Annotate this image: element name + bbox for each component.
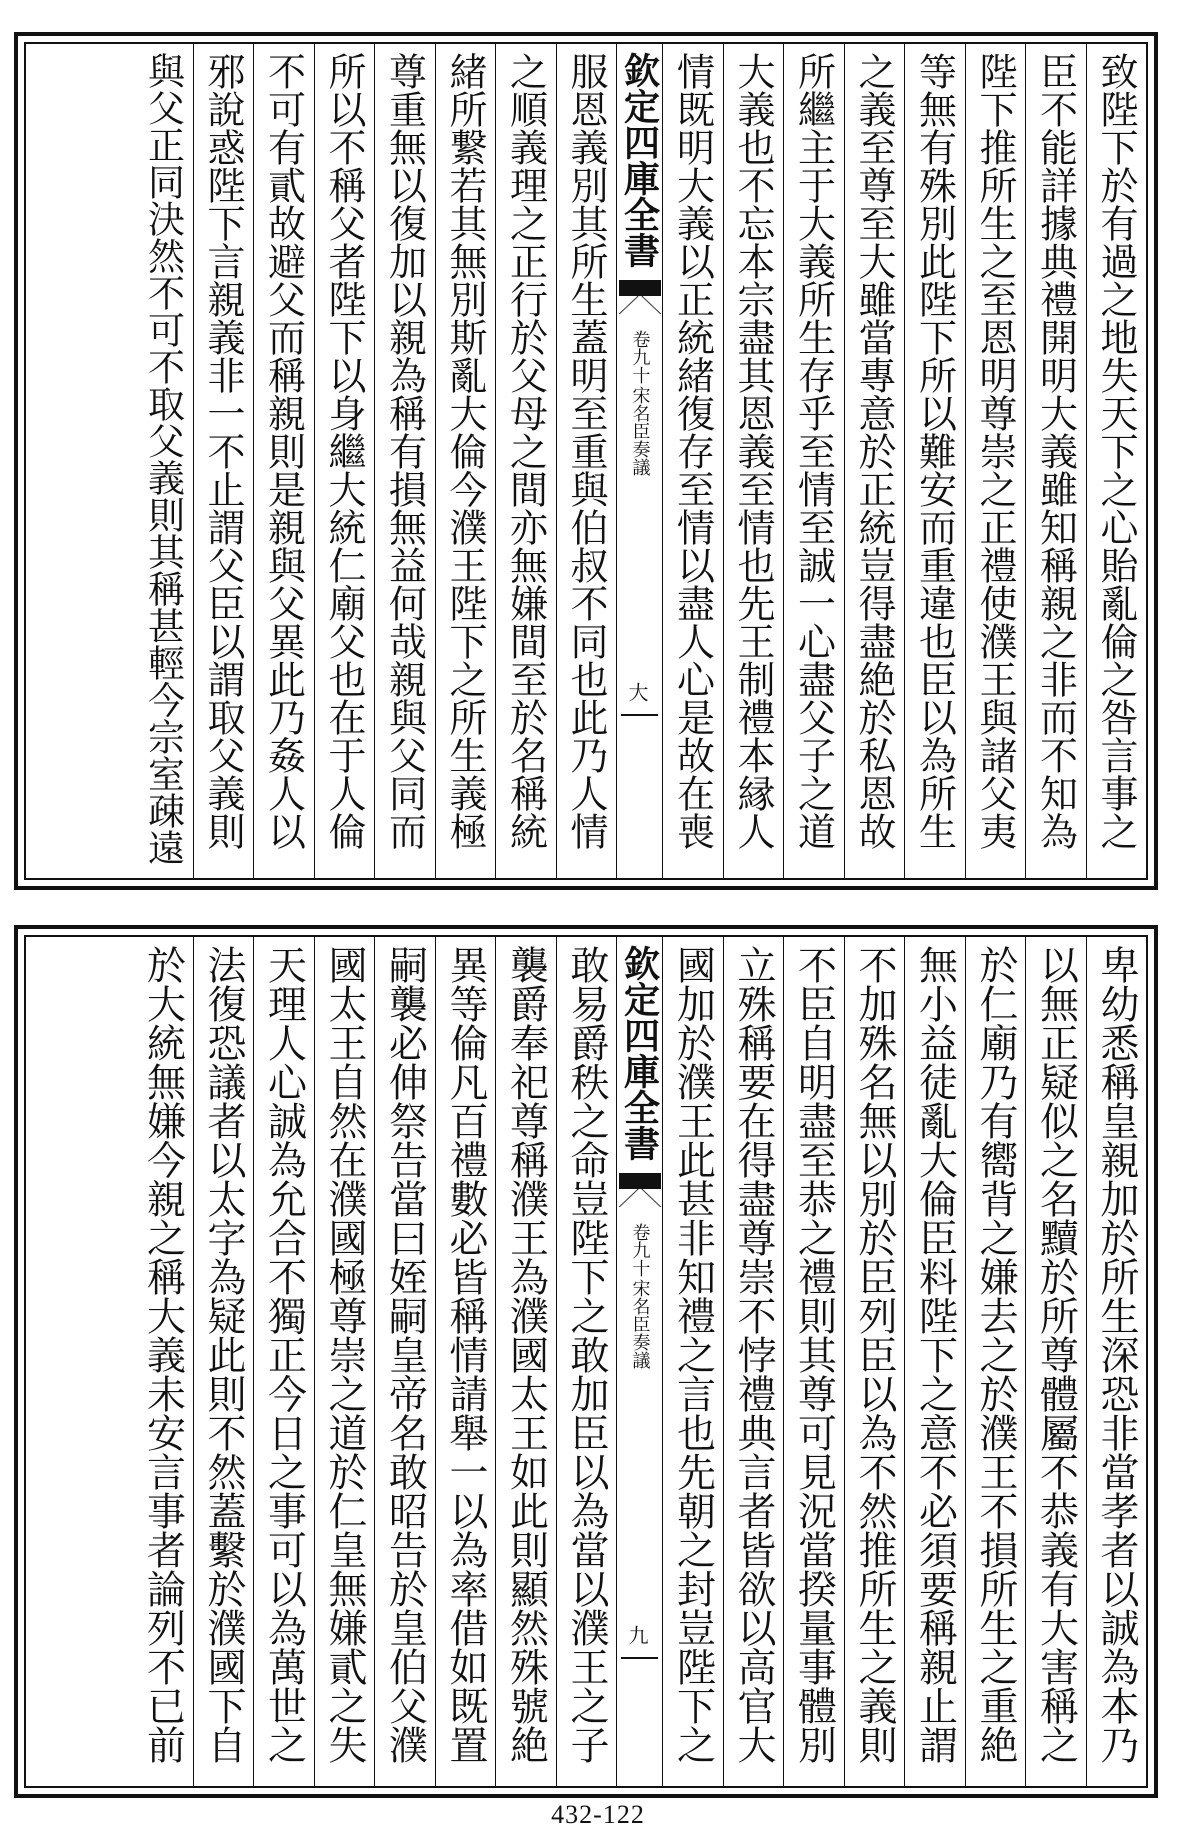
collection-name: 宋名臣奏議 [629,386,651,476]
text-column: 大義也不忘本宗盡其恩義至情也先王制禮本縁人 [723,44,784,878]
text-column: 卑幼悉稱皇親加於所生深恐非當孝者以誠為本乃 [1086,937,1147,1786]
center-fold [616,937,662,1786]
collection-name: 宋名臣奏議 [629,1279,651,1369]
text-column: 不臣自明盡至恭之禮則其尊可見況當揆量事體別 [783,937,844,1786]
top-page [14,32,1158,890]
bottom-page-frame [24,935,1148,1788]
fishtail-mark-icon [619,276,661,320]
section-title [630,1223,650,1369]
text-column: 嗣襲必伸祭告當曰姪嗣皇帝名敢昭告於皇伯父濮 [374,937,435,1786]
text-column: 之義至尊至大雖當專意於正統豈得盡絶於私恩故 [844,44,905,878]
text-column: 國加於濮王此甚非知禮之言也先朝之封豈陛下之 [662,937,723,1786]
text-column: 服恩義別其所生蓋明至重與伯叔不同也此乃人情 [556,44,617,878]
book-title: 欽定四庫全書 [618,52,661,268]
volume-number: 卷九十 [629,1223,651,1277]
text-column: 不加殊名無以別於臣列臣以為不然推所生之義則 [844,937,905,1786]
folio-area [617,476,662,878]
text-column: 以無正疑似之名黷於所尊體屬不恭義有大害稱之 [1025,937,1086,1786]
text-column: 陛下推所生之至恩明尊崇之正禮使濮王與諸父夷 [965,44,1026,878]
text-column: 尊重無以復加以親為稱有損無益何哉親與父同而 [374,44,435,878]
text-column: 邪說惑陛下言親義非一不止謂父臣以謂取父義則 [193,44,254,878]
text-column: 所以不稱父者陛下以身繼大統仁廟父也在于人倫 [314,44,375,878]
folio-rule [621,1657,658,1659]
folio-rule [621,714,658,716]
text-column: 之順義理之正行於父母之間亦無嫌間至於名稱統 [495,44,556,878]
folio-number: 大 [625,682,649,702]
text-column: 天理人心誠為允合不獨正今日之事可以為萬世之 [253,937,314,1786]
text-column: 所繼主于大義所生存乎至情至誠一心盡父子之道 [783,44,844,878]
folio-area [617,1369,662,1786]
folio-number: 九 [625,1625,649,1645]
text-column: 於大統無嫌今親之稱大義未安言事者論列不已前 [140,945,186,1764]
text-column: 國太王自然在濮國極尊崇之道於仁皇無嫌貳之失 [314,937,375,1786]
text-column: 立殊稱要在得盡尊崇不悖禮典言者皆欲以高官大 [723,937,784,1786]
text-column: 法復恐議者以太字為疑此則不然蓋繫於濮國下自 [193,937,254,1786]
text-column: 異等倫凡百禮數必皆稱情請舉一以為率借如既置 [435,937,496,1786]
text-column: 等無有殊別此陛下所以難安而重違也臣以為所生 [904,44,965,878]
text-column: 致陛下於有過之地失天下之心貽亂倫之咎言事之 [1086,44,1147,878]
center-fold [616,44,662,878]
top-page-frame [24,42,1148,880]
text-column: 臣不能詳據典禮開明大義雖知稱親之非而不知為 [1025,44,1086,878]
book-title: 欽定四庫全書 [618,945,661,1161]
text-column: 於仁廟乃有嚮背之嫌去之於濮王不損所生之重絶 [965,937,1026,1786]
text-column: 情既明大義以正統緒復存至情以盡人心是故在喪 [662,44,723,878]
text-column: 無小益徒亂大倫臣料陛下之意不必須要稱親止謂 [904,937,965,1786]
bottom-page [14,925,1158,1798]
text-column: 緒所繋若其無別斯亂大倫今濮王陛下之所生義極 [435,44,496,878]
text-column: 敢易爵秩之命豈陛下之敢加臣以為當以濮王之子 [556,937,617,1786]
section-title [630,330,650,476]
sheet-number: 432-122 [551,1800,645,1829]
volume-number: 卷九十 [629,330,651,384]
text-column: 與父正同決然不可不取父義則其稱甚輕今宗室疎遠 [141,52,185,866]
fishtail-mark-icon [619,1169,661,1213]
text-column: 不可有貳故避父而稱親則是親與父異此乃姦人以 [253,44,314,878]
text-column: 襲爵奉祀尊稱濮王為濮國太王如此則顯然殊號絶 [495,937,556,1786]
